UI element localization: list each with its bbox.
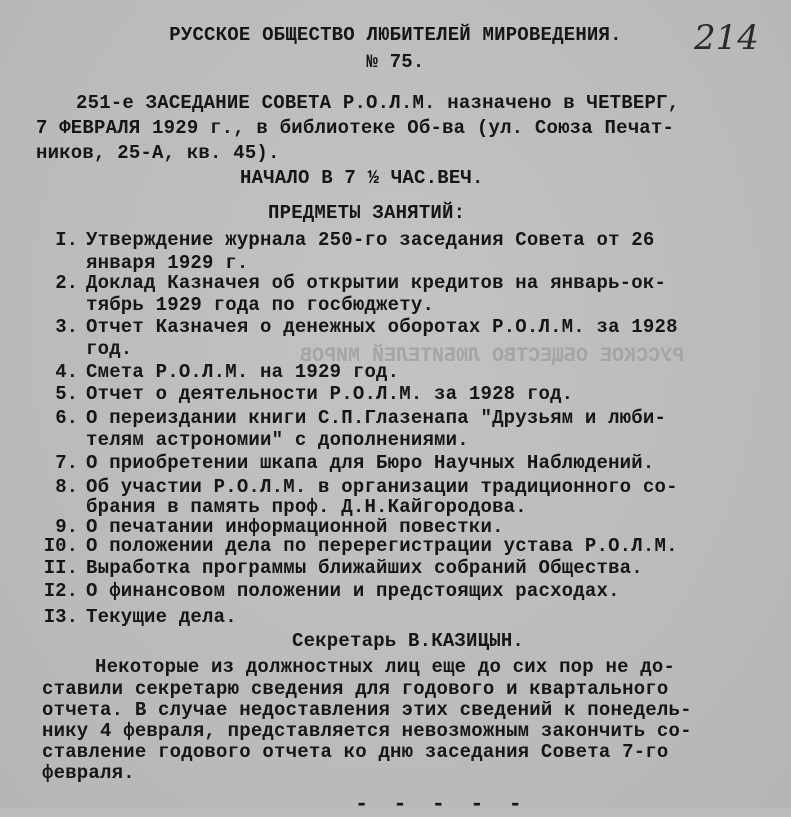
agenda-item-number: 9.: [55, 516, 78, 538]
agenda-item-text: Доклад Казначея об открытии кредитов на январь-ок-: [86, 272, 667, 294]
agenda-item-number: 2.: [55, 272, 78, 294]
announcement-line: ников, 25-А, кв. 45).: [36, 142, 280, 164]
agenda-item-number: 4.: [55, 361, 78, 383]
agenda-item-text: Выработка программы ближайших собраний Общества.: [86, 557, 643, 579]
agenda-item-number: 6.: [55, 407, 78, 429]
note-line: отчета. В случае недоставления этих сведений к понедель-: [42, 699, 692, 721]
note-line: ставили секретарю сведения для годового и квартального: [42, 678, 669, 700]
agenda-title: ПРЕДМЕТЫ ЗАНЯТИЙ:: [268, 202, 466, 224]
society-title: РУССКОЕ ОБЩЕСТВО ЛЮБИТЕЛЕЙ МИРОВЕДЕНИЯ.: [169, 24, 622, 46]
closing-dots: - - - - -: [355, 792, 528, 817]
issue-number: № 75.: [366, 51, 425, 73]
agenda-item-number: I.: [55, 229, 78, 251]
agenda-item-text: телям астрономии" с дополнениями.: [86, 429, 469, 451]
agenda-item-text: Утверждение журнала 250-го заседания Совета от 26: [86, 229, 655, 251]
agenda-item-text: брания в память проф. Д.Н.Кайгородова.: [86, 496, 527, 518]
note-line: февраля.: [42, 762, 135, 784]
announcement-line: 251-е ЗАСЕДАНИЕ СОВЕТА Р.О.Л.М. назначено в ЧЕТВЕРГ,: [76, 92, 680, 114]
agenda-item-text: января 1929 г.: [86, 252, 249, 274]
agenda-item-number: 3.: [55, 316, 78, 338]
agenda-item-text: О приобретении шкапа для Бюро Научных Наблюдений.: [86, 452, 655, 474]
agenda-item-text: О финансовом положении и предстоящих расходах.: [86, 580, 620, 602]
agenda-item-number: 7.: [55, 452, 78, 474]
agenda-item-text: Отчет о деятельности Р.О.Л.М. за 1928 год.: [86, 383, 574, 405]
agenda-item-text: О печатании информационной повестки.: [86, 516, 504, 538]
note-line: нику 4 февраля, представляется невозможным закончить со-: [42, 720, 692, 742]
announcement-line: 7 ФЕВРАЛЯ 1929 г., в библиотеке Об-ва (ул. Союза Печат-: [36, 117, 675, 139]
agenda-item-text: Текущие дела.: [86, 606, 237, 628]
agenda-item-number: 5.: [55, 383, 78, 405]
agenda-item-number: I2.: [43, 580, 78, 602]
handwritten-archive-mark: 214: [694, 18, 759, 58]
agenda-item-number: I3.: [43, 606, 78, 628]
agenda-item-text: О переиздании книги С.П.Глазенапа "Друзьям и люби-: [86, 407, 667, 429]
agenda-item-text: тябрь 1929 года по госбюджету.: [86, 294, 435, 316]
note-line: Некоторые из должностных лиц еще до сих пор не до-: [95, 656, 676, 678]
agenda-item-number: I0.: [43, 535, 78, 557]
agenda-item-text: Отчет Казначея о денежных оборотах Р.О.Л.М. за 1928: [86, 316, 678, 338]
bleed-through-text: РУССКОЕ ОБЩЕСТВО ЛЮБИТЕЛЕЙ МИРОВ: [300, 345, 685, 368]
agenda-item-text: Смета Р.О.Л.М. на 1929 год.: [86, 361, 400, 383]
note-line: ставление годового отчета ко дню заседания Совета 7-го: [42, 741, 669, 763]
agenda-item-text: год.: [86, 338, 133, 360]
secretary-signature: Секретарь В.КАЗИЦЫН.: [292, 630, 525, 652]
agenda-item-number: II.: [43, 557, 78, 579]
start-time: НАЧАЛО В 7 ½ ЧАС.ВЕЧ.: [240, 167, 484, 189]
agenda-item-text: О положении дела по перерегистрации устава Р.О.Л.М.: [86, 535, 678, 557]
agenda-item-number: 8.: [55, 476, 78, 498]
agenda-item-text: Об участии Р.О.Л.М. в организации традиционного со-: [86, 476, 678, 498]
